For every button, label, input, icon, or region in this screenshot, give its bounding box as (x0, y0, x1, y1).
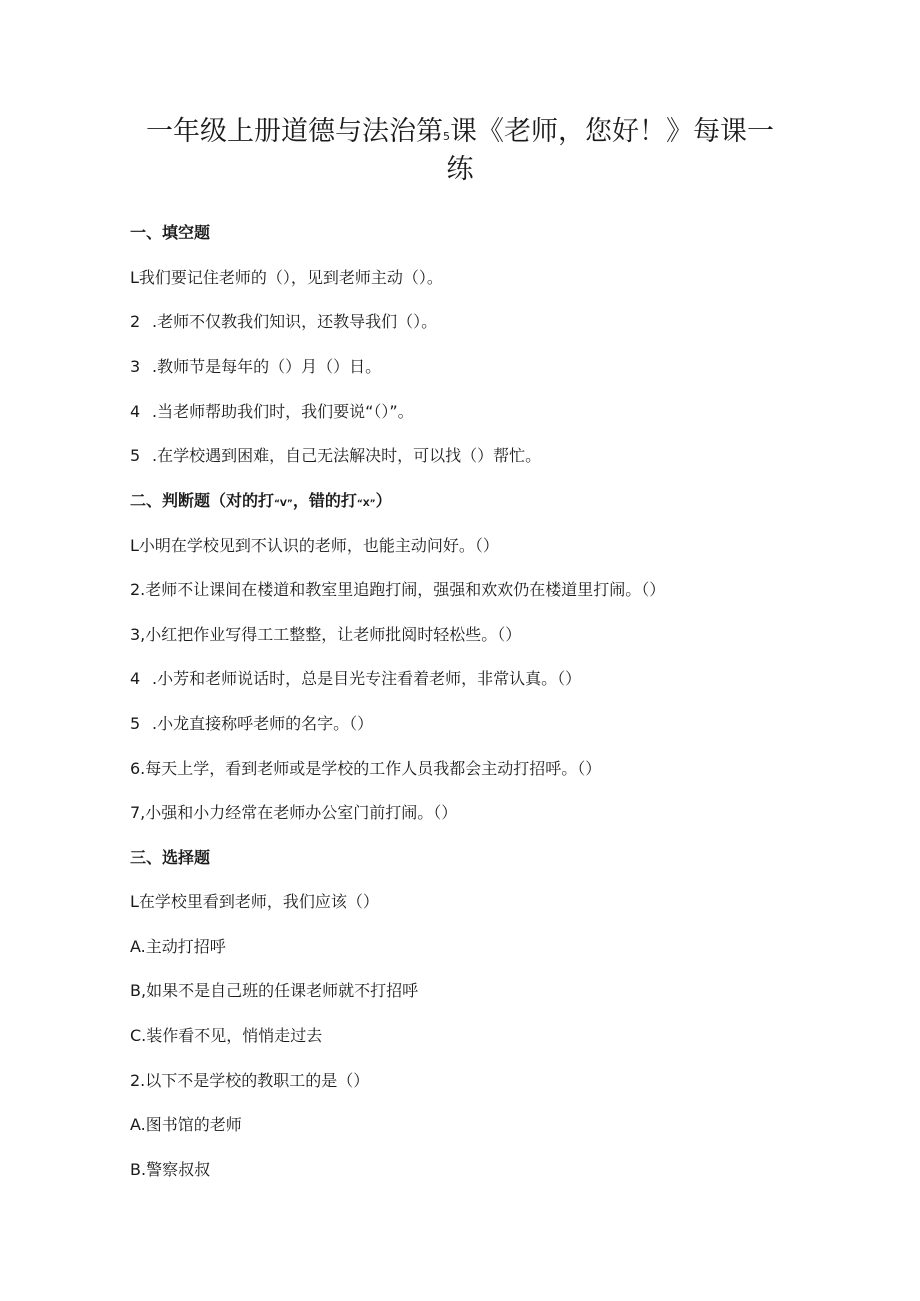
fill-in-item-1: L我们要记住老师的（），见到老师主动（）。 (130, 268, 443, 287)
fill-in-item-2: 2 .老师不仅教我们知识，还教导我们（）。 (130, 312, 438, 331)
true-false-item-1: L小明在学校见到不认识的老师，也能主动问好。（） (130, 536, 499, 555)
choice-option: B.警察叔叔 (130, 1160, 211, 1179)
cross-mark-label: “X” (356, 499, 376, 509)
choice-question-2: 2.以下不是学校的教职工的是（） (130, 1071, 370, 1090)
title-lesson-number: 5 (443, 130, 450, 143)
choice-option: C.装作看不见，悄悄走过去 (130, 1026, 323, 1045)
true-false-item-5: 5 .小龙直接称呼老师的名字。（） (130, 714, 374, 733)
section-heading-fill-in: 一、填空题 (130, 223, 211, 242)
fill-in-item-3: 3 .教师节是每年的（）月（）日。 (130, 357, 382, 376)
choice-option: A.主动打招呼 (130, 937, 226, 956)
fill-in-item-5: 5 .在学校遇到困难，自己无法解决时，可以找（）帮忙。 (130, 446, 542, 465)
title-text-b: 课《老师，您好！》每课一 (450, 116, 774, 147)
section-heading-true-false: 二、判断题（对的打“V”，错的打“X”） (130, 491, 392, 510)
choice-option: B,如果不是自己班的任课老师就不打招呼 (130, 981, 419, 1000)
title-text-a: 一年级上册道德与法治第 (146, 116, 443, 147)
fill-in-item-4: 4 .当老师帮助我们时，我们要说“（）”。 (130, 402, 414, 421)
true-false-item-4: 4 .小芳和老师说话时，总是目光专注看着老师，非常认真。（） (130, 669, 582, 688)
true-false-item-6: 6.每天上学，看到老师或是学校的工作人员我都会主动打招呼。（） (130, 759, 602, 778)
document-title-line2: 练 (446, 154, 474, 185)
true-false-item-7: 7,小强和小力经常在老师办公室门前打闹。（） (130, 803, 458, 822)
check-mark-label: “V” (274, 499, 293, 509)
true-false-item-2: 2.老师不让课间在楼道和教室里追跑打闹，强强和欢欢仍在楼道里打闹。（） (130, 580, 666, 599)
true-false-item-3: 3,小红把作业写得工工整整，让老师批阅时轻松些。（） (130, 625, 522, 644)
section-heading-multiple-choice: 三、选择题 (130, 848, 211, 867)
choice-option: A.图书馆的老师 (130, 1115, 242, 1134)
choice-question-1: L在学校里看到老师，我们应该（） (130, 892, 379, 911)
